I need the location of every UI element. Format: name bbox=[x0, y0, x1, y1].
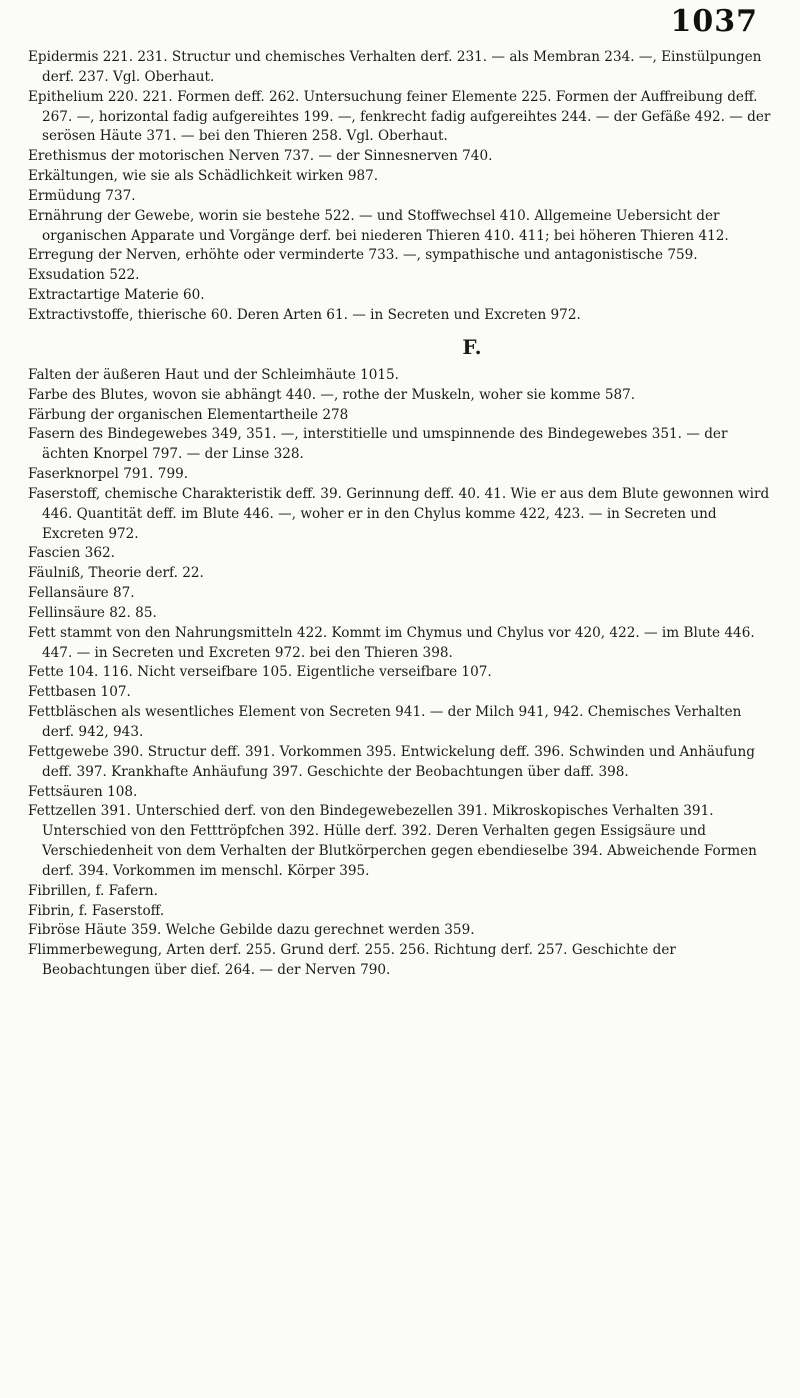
index-entry: Farbe des Blutes, wovon sie abhängt 440. —, rothe der Muskeln, woher sie komme 587. bbox=[28, 386, 636, 403]
index-entry: Fettgewebe 390. Structur deff. 391. Vorkommen 395. Entwickelung deff. 396. Schwinden und Anhäufung deff. 397. Krankhafte Anhäufung 397. Geschichte der Beobachtungen über daff. 398. bbox=[28, 743, 755, 780]
index-entry: Fellansäure 87. bbox=[28, 585, 135, 602]
index-entry: Exsudation 522. bbox=[28, 267, 140, 284]
index-entry: Falten der äußeren Haut und der Schleimhäute 1015. bbox=[28, 366, 399, 383]
index-entry: Fettbasen 107. bbox=[28, 684, 131, 701]
index-columns bbox=[28, 48, 776, 981]
index-section-e bbox=[28, 48, 776, 326]
index-entry: Fasern des Bindegewebes 349, 351. —, interstitielle und umspinnende des Bindegewebes 351. — der ächten Knorpel 797. — der Linse 328. bbox=[28, 426, 728, 463]
index-entry: Epithelium 220. 221. Formen deff. 262. Untersuchung feiner Elemente 225. Formen der Auffreibung deff. 267. —, horizontal fadig aufgereihtes 199. —, fenkrecht fadig aufgereihtes 244. — der Gefäße 492. — der serösen Häute 371. — bei den Thieren 258. Vgl. Oberhaut. bbox=[28, 88, 771, 145]
page-number: 1037 bbox=[670, 4, 758, 39]
index-entry: Fette 104. 116. Nicht verseifbare 105. Eigentliche verseifbare 107. bbox=[28, 664, 492, 681]
index-entry: Fettbläschen als wesentliches Element von Secreten 941. — der Milch 941, 942. Chemisches Verhalten derf. 942, 943. bbox=[28, 704, 742, 740]
index-section-f bbox=[28, 366, 776, 981]
index-entry: Fibrin, f. Faserstoff. bbox=[28, 902, 165, 919]
index-entry: Färbung der organischen Elementartheile 278 bbox=[28, 406, 349, 423]
index-entry: Erregung der Nerven, erhöhte oder verminderte 733. —, sympathische und antagonistische 759. bbox=[28, 247, 698, 264]
index-entry: Faserstoff, chemische Charakteristik deff. 39. Gerinnung deff. 40. 41. Wie er aus dem Blute gewonnen wird 446. Quantität deff. im Blute 446. —, woher er in den Chylus komme 422, 423. — in Secreten und Excreten 972. bbox=[28, 485, 770, 542]
index-entry: Fibröse Häute 359. Welche Gebilde dazu gerechnet werden 359. bbox=[28, 922, 475, 939]
index-entry: Fellinsäure 82. 85. bbox=[28, 604, 157, 621]
index-entry: Fettzellen 391. Unterschied derf. von den Bindegewebezellen 391. Mikroskopisches Verhalten 391. Unterschied von den Fetttröpfchen 392. Hülle derf. 392. Deren Verhalten gegen Essigsäure und Verschiedenheit von dem Verhalten der Blutkörperchen gegen ebendieselbe 394. Abweichende Formen derf. 394. Vorkommen im menschl. Körper 395. bbox=[28, 803, 757, 879]
index-entry: Erkältungen, wie sie als Schädlichkeit wirken 987. bbox=[28, 168, 379, 185]
index-entry: Ernährung der Gewebe, worin sie bestehe 522. — und Stoffwechsel 410. Allgemeine Uebersicht der organischen Apparate und Vorgänge derf. bei niederen Thieren 410. 411; bei höheren Thieren 412. bbox=[28, 207, 729, 244]
index-entry: Extractivstoffe, thierische 60. Deren Arten 61. — in Secreten und Excreten 972. bbox=[28, 306, 581, 323]
index-entry: Epidermis 221. 231. Structur und chemisches Verhalten derf. 231. — als Membran 234. —, Einstülpungen derf. 237. Vgl. Oberhaut. bbox=[28, 49, 762, 85]
index-entry: Faserknorpel 791. 799. bbox=[28, 466, 189, 483]
index-entry: Fibrillen, f. Fafern. bbox=[28, 882, 158, 899]
index-entry: Fascien 362. bbox=[28, 545, 115, 562]
index-entry: Fettsäuren 108. bbox=[28, 783, 138, 800]
index-entry: Fäulniß, Theorie derf. 22. bbox=[28, 565, 204, 582]
index-entry: Ermüdung 737. bbox=[28, 187, 136, 204]
index-entry: Erethismus der motorischen Nerven 737. — der Sinnesnerven 740. bbox=[28, 148, 493, 165]
section-heading-f: F. bbox=[462, 334, 482, 359]
index-entry: Extractartige Materie 60. bbox=[28, 287, 205, 304]
index-entry: Fett stammt von den Nahrungsmitteln 422. Kommt im Chymus und Chylus vor 420, 422. — im Blute 446. 447. — in Secreten und Excreten 972. bei den Thieren 398. bbox=[28, 624, 755, 661]
index-entry: Flimmerbewegung, Arten derf. 255. Grund derf. 255. 256. Richtung derf. 257. Geschichte der Beobachtungen über dief. 264. — der Nerven 790. bbox=[28, 942, 676, 979]
